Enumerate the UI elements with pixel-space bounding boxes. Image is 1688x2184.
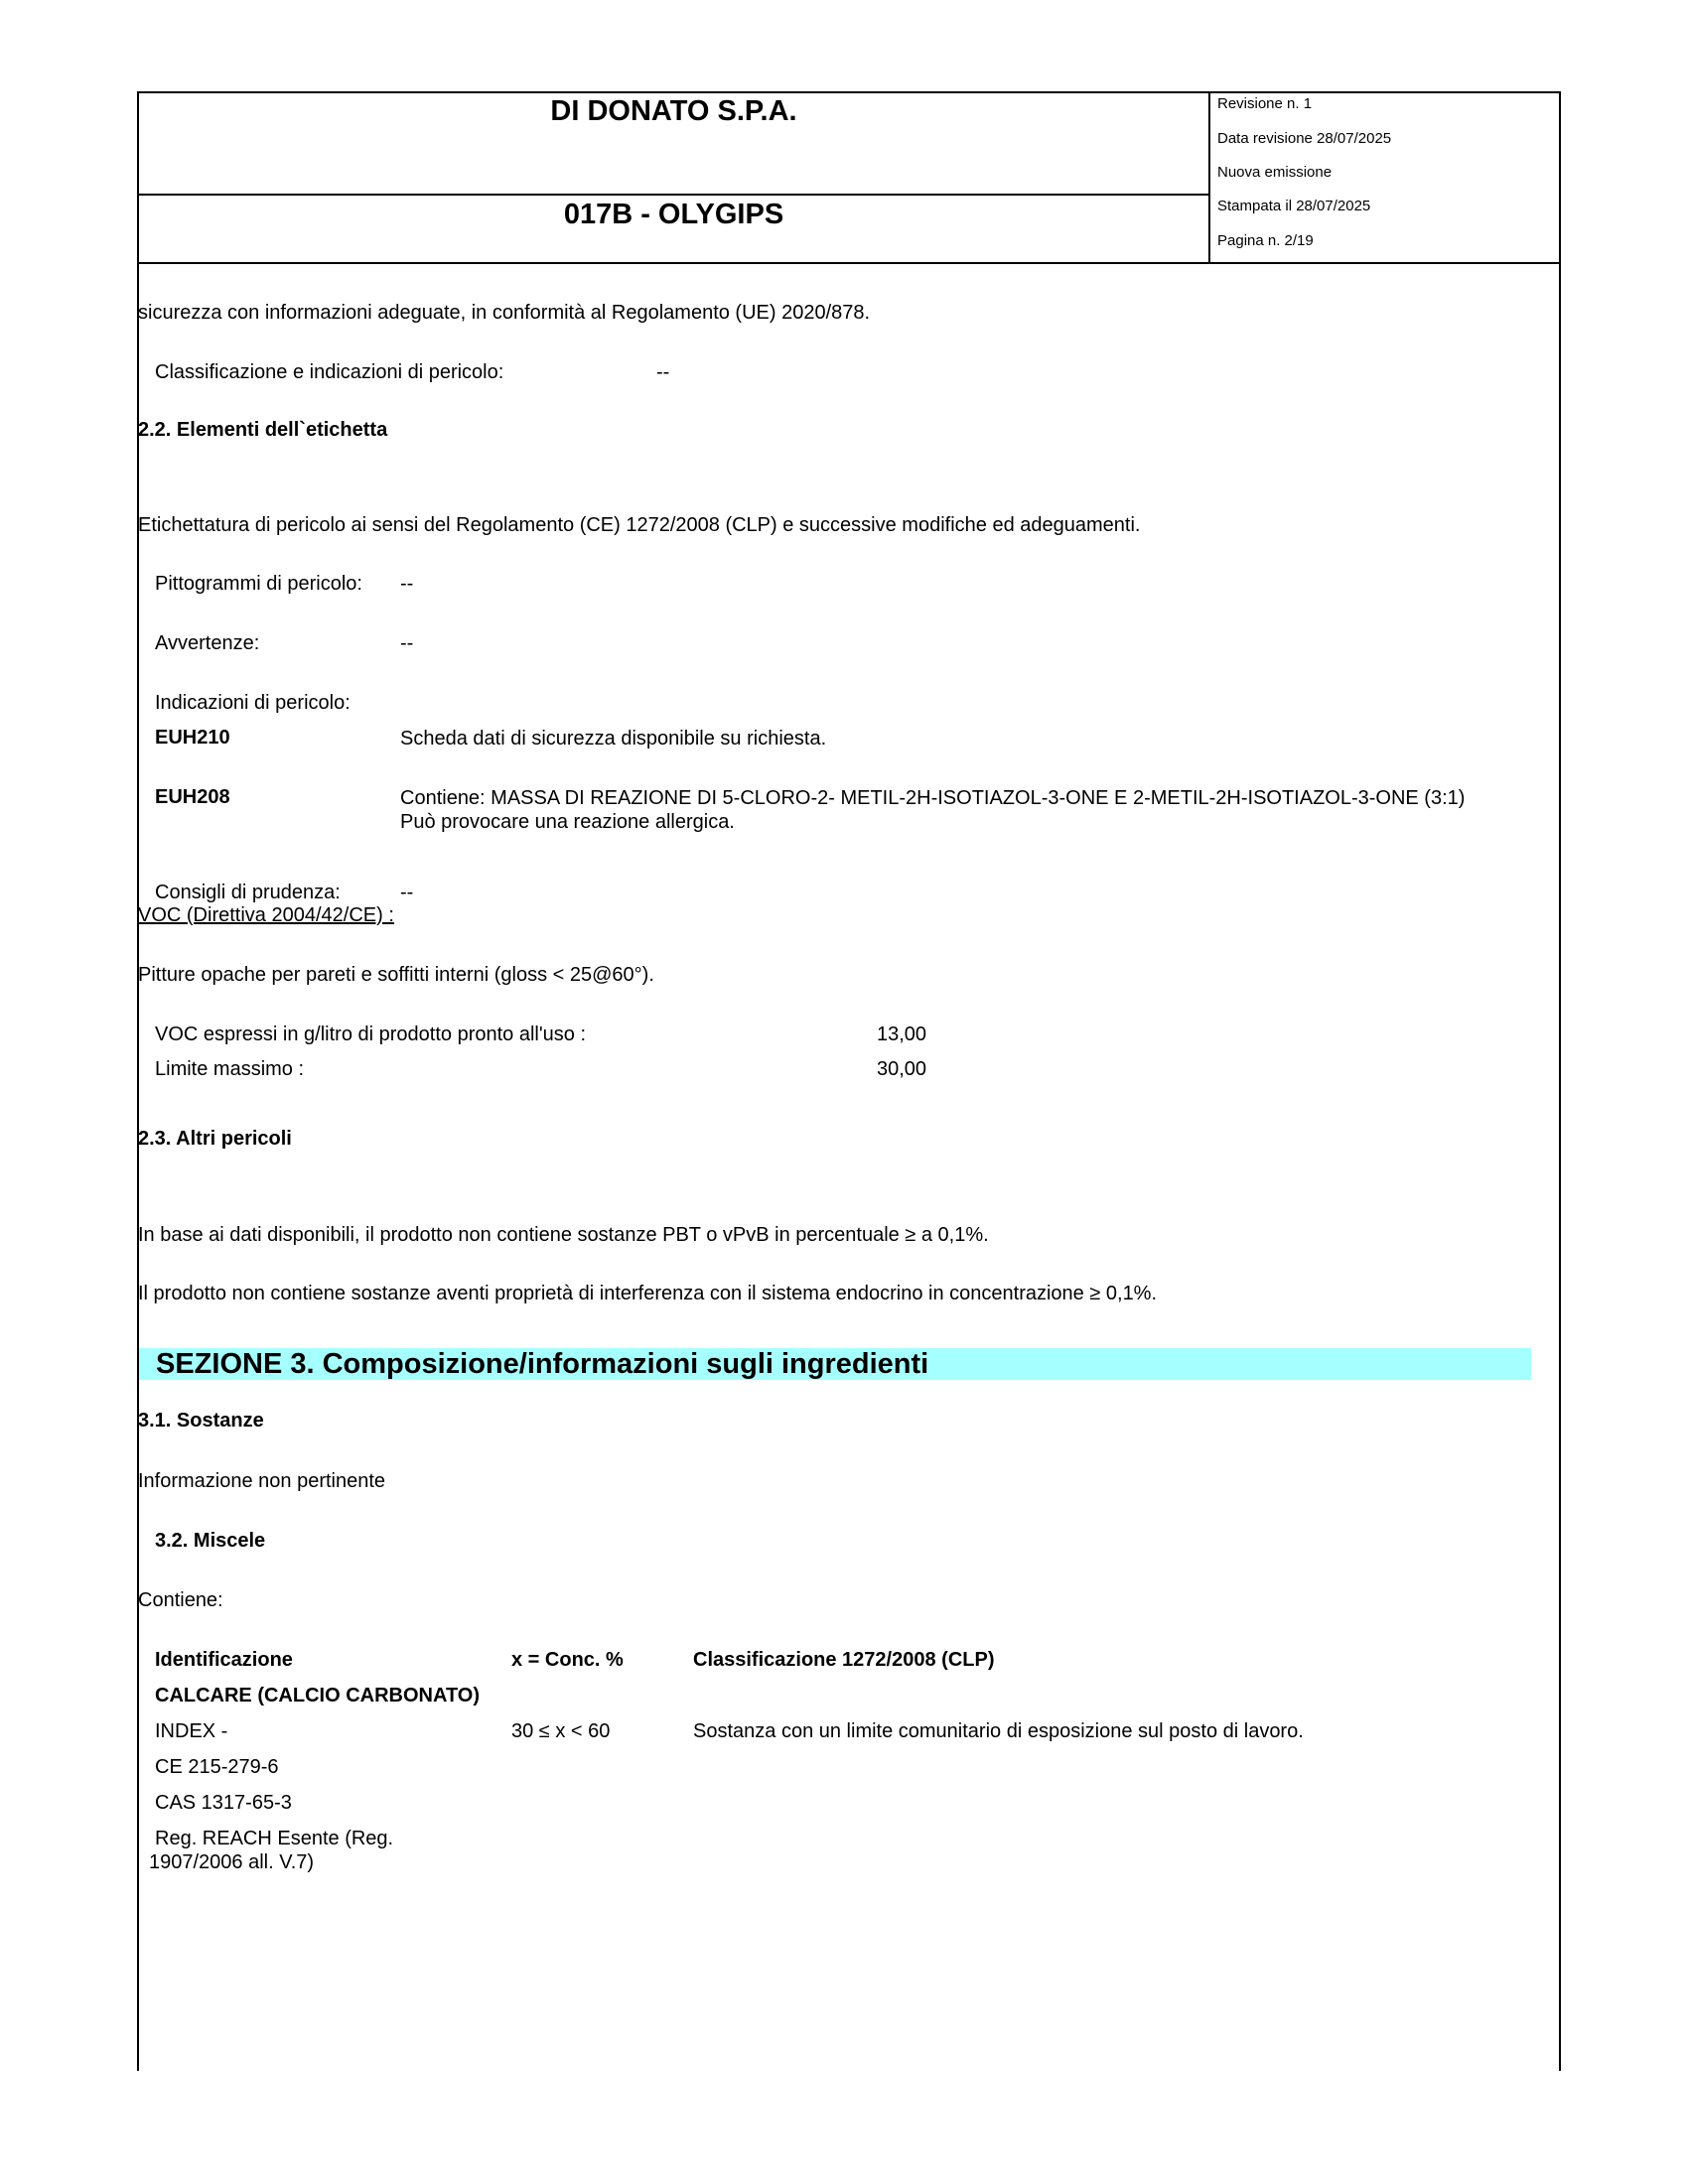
endocrine-text: Il prodotto non contiene sostanze aventi proprietà di interferenza con il sistema endocrino in concentrazione ≥ 0,1%. [138,1283,1158,1304]
substance-concentration: 30 ≤ x < 60 [511,1720,611,1742]
section-3-banner [139,1348,1531,1380]
hazard-statements-label: Indicazioni di pericolo: [155,692,351,714]
labelling-text: Etichettatura di pericolo ai sensi del Regolamento (CE) 1272/2008 (CLP) e successive modifiche ed adeguamenti. [138,514,1141,536]
voc-expressed-label: VOC espressi in g/litro di prodotto pronto all'uso : [155,1024,587,1045]
substance-name: CALCARE (CALCIO CARBONATO) [155,1685,481,1706]
section-3-1-text: Informazione non pertinente [138,1470,386,1492]
substance-cas: CAS 1317-65-3 [155,1792,292,1814]
table-header-classification: Classificazione 1272/2008 (CLP) [693,1649,995,1671]
table-header-identification: Identificazione [155,1649,293,1671]
pictograms-value: -- [400,573,414,595]
classification-label: Classificazione e indicazioni di pericolo: [155,361,504,383]
product-name: 017B - OLYGIPS [563,199,784,230]
classification-value: -- [656,361,670,383]
header-divider-horizontal [137,194,1210,196]
voc-limit-value: 30,00 [877,1058,927,1080]
substance-ce: CE 215-279-6 [155,1756,279,1778]
company-name: DI DONATO S.P.A. [550,95,797,127]
voc-limit-label: Limite massimo : [155,1058,305,1080]
section-2-2-heading: 2.2. Elementi dell`etichetta [138,419,388,441]
euh208-text-line1: Contiene: MASSA DI REAZIONE DI 5-CLORO-2- METIL-2H-ISOTIAZOL-3-ONE E 2-METIL-2H-ISOTIAZOL-3-ONE (3:1) [400,787,1466,809]
precaution-label: Consigli di prudenza: [155,882,341,903]
warnings-value: -- [400,632,414,654]
header-divider-vertical [1208,91,1210,264]
section-3-2-heading: 3.2. Miscele [155,1530,266,1552]
substance-index: INDEX - [155,1720,228,1742]
print-date: Stampata il 28/07/2025 [1217,198,1371,214]
euh210-code: EUH210 [155,727,230,749]
pictograms-label: Pittogrammi di pericolo: [155,573,362,595]
contains-label: Contiene: [138,1589,223,1611]
voc-category: Pitture opache per pareti e soffitti interni (gloss < 25@60°). [138,964,654,986]
voc-heading: VOC (Direttiva 2004/42/CE) : [138,904,394,926]
revision-number: Revisione n. 1 [1217,95,1313,112]
revision-date: Data revisione 28/07/2025 [1217,130,1392,147]
pbt-text: In base ai dati disponibili, il prodotto non contiene sostanze PBT o vPvB in percentuale ≥ a 0,1%. [138,1224,989,1246]
euh210-text: Scheda dati di sicurezza disponibile su richiesta. [400,728,827,750]
emission-status: Nuova emissione [1217,164,1333,181]
section-2-3-heading: 2.3. Altri pericoli [138,1128,292,1150]
euh208-code: EUH208 [155,786,230,808]
page-number: Pagina n. 2/19 [1217,232,1314,249]
section-3-title: SEZIONE 3. Composizione/informazioni sugli ingredienti [156,1348,929,1380]
substance-reach-line1: Reg. REACH Esente (Reg. [155,1828,394,1849]
substance-reach-line2: 1907/2006 all. V.7) [149,1851,315,1873]
section-3-1-heading: 3.1. Sostanze [138,1410,264,1432]
table-header-concentration: x = Conc. % [511,1649,624,1671]
euh208-text-line2: Può provocare una reazione allergica. [400,811,735,833]
intro-text: sicurezza con informazioni adeguate, in conformità al Regolamento (UE) 2020/878. [138,302,871,324]
warnings-label: Avvertenze: [155,632,260,654]
page-border-right [1559,264,1561,2071]
substance-classification: Sostanza con un limite comunitario di esposizione sul posto di lavoro. [693,1720,1304,1742]
voc-expressed-value: 13,00 [877,1024,927,1045]
precaution-value: -- [400,882,414,903]
